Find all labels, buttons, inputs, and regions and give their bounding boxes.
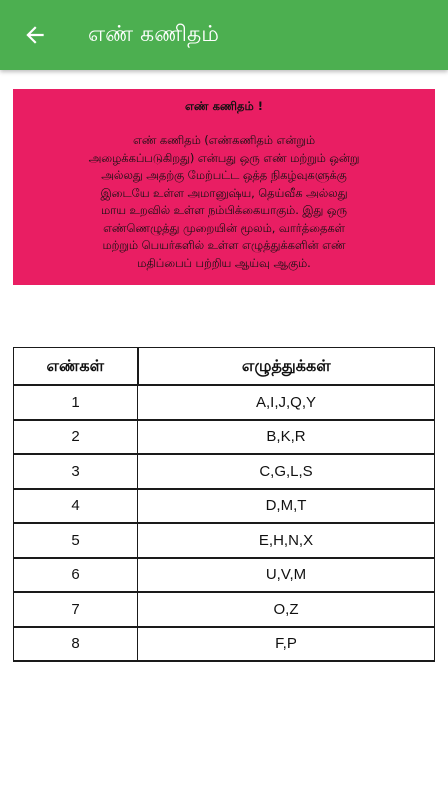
table-row: [14, 627, 435, 662]
table-row: [14, 385, 435, 420]
app-bar: [0, 0, 448, 70]
number-cell: 5: [14, 523, 138, 558]
back-button[interactable]: [14, 14, 56, 56]
table-header-row: [14, 348, 435, 386]
letters-cell: O,Z: [138, 592, 435, 627]
letters-cell: F,P: [138, 627, 435, 662]
card-body-line: எண் கணிதம் (எண்கணிதம் என்றும்: [132, 133, 316, 147]
letters-cell: A,I,J,Q,Y: [138, 385, 435, 420]
card-body-line: இடையே உள்ள அமானுஷ்ய, தெய்வீக அல்லது: [100, 185, 348, 200]
letters-table: [13, 347, 435, 662]
card-body-line: அல்லது அதற்கு மேற்பட்ட ஒத்த நிகழ்வுகளுக்கு: [101, 168, 347, 182]
number-cell: 6: [14, 558, 138, 593]
number-cell: 8: [14, 627, 138, 662]
letters-cell: U,V,M: [138, 558, 435, 593]
card-body: [19, 132, 429, 272]
table-row: [14, 420, 435, 455]
card-body-line: மாய உறவில் உள்ள நம்பிக்கையாகும். இது ஒரு: [101, 203, 347, 217]
table-row: [14, 558, 435, 593]
letters-cell: C,G,L,S: [138, 454, 435, 489]
card-body-line: எண்ணெழுத்து முறையின் மூலம், வார்த்தைகள்: [103, 220, 345, 235]
letters-cell: D,M,T: [138, 489, 435, 524]
arrow-left-icon: [22, 22, 48, 48]
card-body-line: மற்றும் பெயர்களில் உள்ள எழுத்துக்களின் எண்: [102, 238, 346, 252]
letters-cell: B,K,R: [138, 420, 435, 455]
info-card: [13, 89, 435, 285]
card-title: எண் கணிதம் !: [184, 99, 264, 113]
number-cell: 1: [14, 385, 138, 420]
number-cell: 4: [14, 489, 138, 524]
card-body-line: மதிப்பைப் பற்றிய ஆய்வு ஆகும்.: [137, 255, 311, 270]
number-cell: 3: [14, 454, 138, 489]
number-cell: 7: [14, 592, 138, 627]
table-row: [14, 454, 435, 489]
table-row: [14, 523, 435, 558]
page-title: எண் கணிதம்: [88, 22, 219, 47]
card-body-line: அழைக்கப்படுகிறது) என்பது ஒரு எண் மற்றும் ஒன்று: [88, 150, 360, 165]
header-letters: எழுத்துக்கள்: [138, 348, 435, 386]
letters-cell: E,H,N,X: [138, 523, 435, 558]
header-numbers: எண்கள்: [14, 348, 138, 386]
table-row: [14, 489, 435, 524]
table-row: [14, 592, 435, 627]
number-cell: 2: [14, 420, 138, 455]
